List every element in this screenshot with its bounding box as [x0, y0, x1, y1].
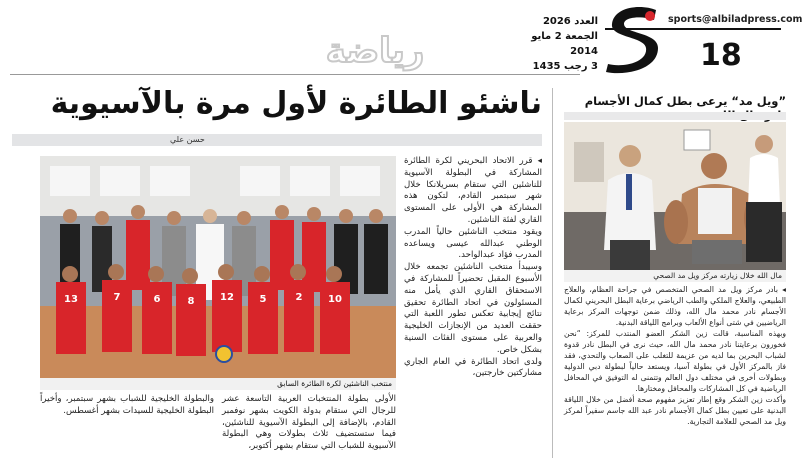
sidebar-photo: [564, 122, 786, 270]
byline-bar: [12, 134, 542, 146]
column-separator: [552, 88, 553, 458]
svg-text:6: 6: [153, 294, 161, 305]
svg-text:8: 8: [187, 296, 195, 307]
sidebar-headline-bar: [564, 112, 786, 120]
svg-text:12: 12: [220, 292, 234, 303]
header-rule: [10, 74, 580, 75]
svg-text:2: 2: [295, 292, 303, 303]
issue-date: الجمعة 2 مايو 2014: [531, 31, 598, 57]
article-paragraph: ◂ قرر الاتحاد البحريني لكرة الطائرة المشاركة في البطولة الآسيوية للناشئين التي ستقام بسريلانكا خلال شهر سبتمبر القادم، لتكون هذه المشاركة هي الأولى على المستوى القاري لفئة الناشئين.: [404, 156, 542, 225]
article-paragraph: ولدى اتحاد الطائرة في العام الجاري مشاركتين خارجتين،: [404, 356, 542, 379]
issue-info: [500, 14, 598, 74]
sidebar-paragraph: وبهذه المناسبة، قالت زين الشكر العضو المنتدب للمركز: “نحن فخورون برعايتنا نادر محمد مال الله، حيث نرى في البطل نادر قدوة لشباب البحرين بما لديه من عزيمة للتغلب على الصعاب والتحدي، فقد فاز بالمركز الأول في بطولة آسيا، ويستعد حالياً لبطولة دبي الدولية وبطولات أخرى في مختلف دول العالم وتتمنى له التوفيق في المحافل الرياضية في كل المشاركات والمحافل ومختارها.: [564, 329, 786, 393]
article-column-1: [404, 156, 542, 380]
newspaper-logo-icon: [604, 4, 662, 74]
svg-text:10: 10: [328, 294, 342, 305]
article-headline: ناشئو الطائرة لأول مرة بالآسيوية: [50, 86, 542, 121]
section-title: [320, 24, 430, 74]
sidebar-paragraph: وأكدت زين الشكر وقع إطار تعزيز مفهوم صحة أفضل من خلال اللياقة البدنية على تعيين بطل كمال الأجسام نادر عبد الله جاسم سفيراً لمركز ويل مد الصحي للعلامة التجارية.: [564, 395, 786, 426]
section-title-text: رياضة: [325, 31, 425, 71]
page-number: 18: [700, 38, 742, 73]
svg-text:5: 5: [259, 294, 267, 305]
sidebar-photo-caption: مال الله خلال زيارته مركز ويل مد الصحي: [564, 270, 786, 282]
sidebar-body: [564, 284, 786, 427]
article-column-2: [222, 394, 396, 453]
article-byline: حسن علي: [170, 135, 205, 144]
article-paragraph: والبطولة الخليجية للشباب بشهر سبتمبر، وأخيراً البطولة الخليجية للسيدات بشهر أغسطس.: [40, 394, 214, 416]
team-photo-caption: منتخب الناشئين لكرة الطائرة السابق: [40, 378, 396, 390]
article-paragraph: الأولى بطولة المنتخبات العربية التاسعة عشر للرجال التي ستقام بدولة الكويت بشهر نوفمبر القادم، بالإضافة إلى البطولة الآسيوية للناشئين، فيما ستستضيف ثلاث بطولات وهي البطولة الآسيوية للشباب التي ستقام بشهر أكتوبر،: [222, 394, 396, 452]
header-divider: [605, 28, 781, 30]
sidebar-headline: ”ويل مد“ يرعى بطل كمال الأجسام: [584, 94, 786, 108]
article-paragraph: وسيبدأ منتخب الناشئين تجمعه خلال الأسبوع المقبل تحضيراً للمشاركة في الاستحقاق القاري الذي يأمل منه المسئولون في اتحاد الطائرة تحقيق نتائج إيجابية تعكس تطور اللعبة التي حققت العديد من الإنجازات الخليجية والعربية على مستوى الفئات السنية بشكل خاص.: [404, 262, 542, 355]
svg-text:13: 13: [64, 294, 78, 305]
article-paragraph: ويقود منتخب الناشئين حالياً المدرب الوطني عبدالله عيسى ويساعده المدرب فؤاد عبدالواحد.: [404, 226, 542, 261]
sidebar-paragraph: ◂ بادر مركز ويل مد الصحي المتخصص في جراحة العظام، والعلاج الطبيعي، والعلاج الملكي والطب الرياضي برعاية البطل البحريني لكمال الأجسام نادر محمد مال الله، وذلك ضمن توجهات المركز برعاية الرياضيين في شتى أنواع الألعاب وبرامج اللياقة البدنية.: [564, 285, 786, 327]
team-photo: [40, 156, 396, 378]
section-title-graphic: [320, 24, 430, 74]
sports-email[interactable]: sports@albiladpress.com: [668, 14, 802, 25]
svg-text:7: 7: [113, 292, 121, 303]
article-column-3: [40, 394, 214, 418]
issue-hijri-date: 3 رجب 1435: [532, 61, 598, 72]
issue-number: العدد 2026: [542, 16, 598, 27]
